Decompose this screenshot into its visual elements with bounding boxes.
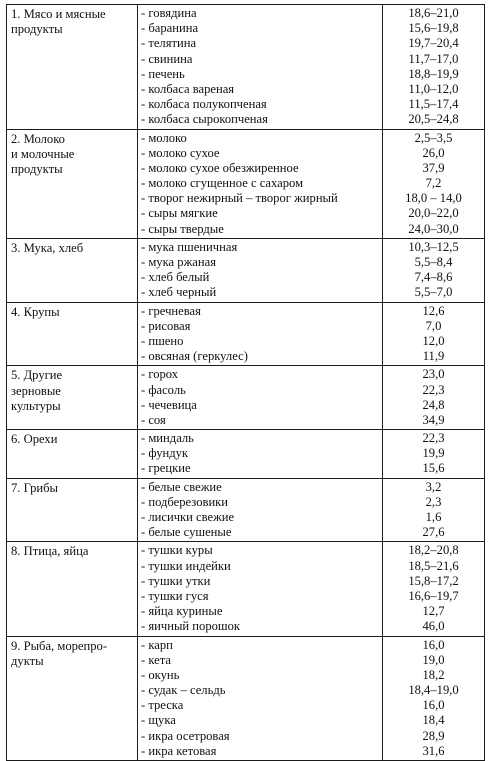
protein-value: 22,3 [422, 431, 445, 446]
product-name: - яйца куриные [141, 604, 223, 619]
product-name: - хлеб белый [141, 270, 210, 285]
product-names-cell [138, 129, 383, 238]
product-name: - свинина [141, 51, 193, 66]
protein-value: 15,6 [422, 461, 445, 476]
product-name: - судак – сельдь [141, 683, 226, 698]
product-name: - овсяная (геркулес) [141, 349, 248, 364]
protein-values-cell [383, 478, 485, 542]
table-row [7, 478, 485, 542]
category-cell: 7. Грибы [7, 478, 138, 542]
table-row [7, 238, 485, 302]
product-name: - икра кетовая [141, 743, 217, 758]
protein-value: 19,7–20,4 [408, 36, 459, 51]
table-row [7, 430, 485, 479]
table-row [7, 636, 485, 761]
protein-value: 20,5–24,8 [408, 112, 459, 127]
protein-values-cell [383, 302, 485, 366]
protein-value: 11,0–12,0 [408, 81, 459, 96]
protein-value: 16,0 [422, 637, 445, 652]
category-cell: 9. Рыба, морепро- дукты [7, 636, 138, 761]
protein-value: 19,9 [422, 446, 445, 461]
product-name: - белые свежие [141, 479, 222, 494]
product-name: - молоко [141, 130, 187, 145]
product-name: - колбаса вареная [141, 81, 235, 96]
product-names-cell [138, 478, 383, 542]
category-cell: 5. Другие зерновые культуры [7, 366, 138, 430]
protein-value: 22,3 [422, 382, 445, 397]
product-name: - горох [141, 367, 179, 382]
protein-values-cell [383, 542, 485, 636]
protein-value: 2,3 [425, 494, 442, 509]
product-name: - тушки утки [141, 573, 211, 588]
protein-value: 7,4–8,6 [414, 270, 453, 285]
protein-value: 7,0 [425, 318, 442, 333]
product-name: - сыры твердые [141, 221, 224, 236]
product-name: - белые сушеные [141, 525, 232, 540]
protein-value: 18,6–21,0 [408, 6, 459, 20]
product-name: - фундук [141, 446, 189, 461]
category-cell: 8. Птица, яйца [7, 542, 138, 636]
product-name: - щука [141, 713, 176, 728]
protein-value: 15,6–19,8 [408, 21, 459, 36]
protein-value: 34,9 [422, 412, 445, 427]
protein-value: 10,3–12,5 [408, 239, 459, 254]
protein-value: 37,9 [422, 160, 445, 175]
product-name: - печень [141, 66, 185, 81]
category-cell: 2. Молоко и молочные продукты [7, 129, 138, 238]
product-name: - молоко сгущенное с сахаром [141, 176, 304, 191]
protein-value: 1,6 [425, 510, 442, 524]
protein-value: 3,2 [425, 479, 442, 494]
product-name: - яичный порошок [141, 619, 241, 634]
protein-value: 23,0 [422, 367, 445, 382]
product-name: - молоко сухое обезжиренное [141, 160, 299, 175]
product-names-cell [138, 542, 383, 636]
protein-value: 18,8–19,9 [408, 66, 459, 81]
product-name: - гречневая [141, 303, 201, 318]
product-name: - тушки индейки [141, 558, 231, 573]
product-name: - мука ржаная [141, 255, 216, 269]
protein-value: 11,5–17,4 [408, 97, 459, 112]
protein-value: 18,4–19,0 [408, 683, 459, 698]
category-cell: 3. Мука, хлеб [7, 238, 138, 302]
product-name: - окунь [141, 667, 180, 682]
product-name: - молоко сухое [141, 145, 220, 160]
category-cell: 1. Мясо и мясные продукты [7, 5, 138, 130]
protein-value: 18,2 [422, 667, 445, 682]
protein-value: 46,0 [422, 619, 445, 634]
product-name: - соя [141, 412, 166, 427]
protein-value: 5,5–8,4 [414, 255, 453, 269]
product-name: - карп [141, 637, 173, 652]
protein-value: 26,0 [422, 145, 445, 160]
product-names-cell [138, 430, 383, 479]
category-cell: 6. Орехи [7, 430, 138, 479]
table-row [7, 366, 485, 430]
product-name: - мука пшеничная [141, 239, 238, 254]
product-names-cell [138, 5, 383, 130]
product-name: - икра осетровая [141, 728, 230, 743]
product-name: - миндаль [141, 431, 194, 446]
table-row [7, 129, 485, 238]
product-names-cell [138, 302, 383, 366]
protein-value: 11,7–17,0 [408, 51, 459, 66]
product-name: - творог нежирный – творог жирный [141, 191, 338, 206]
protein-value: 24,0–30,0 [408, 221, 459, 236]
protein-values-cell [383, 430, 485, 479]
product-name: - лисички свежие [141, 510, 235, 524]
product-name: - говядина [141, 6, 197, 20]
product-name: - телятина [141, 36, 197, 51]
protein-value: 24,8 [422, 397, 445, 412]
product-name: - рисовая [141, 318, 191, 333]
protein-value: 15,8–17,2 [408, 573, 459, 588]
protein-value: 19,0 [422, 652, 445, 667]
protein-values-cell [383, 636, 485, 761]
table-row [7, 542, 485, 636]
product-name: - баранина [141, 21, 199, 36]
product-name: - фасоль [141, 382, 186, 397]
product-name: - колбаса полукопченая [141, 97, 267, 112]
protein-value: 2,5–3,5 [414, 130, 453, 145]
table-body [7, 5, 485, 761]
product-name: - пшено [141, 333, 184, 348]
product-names-cell [138, 238, 383, 302]
product-name: - чечевица [141, 397, 197, 412]
product-name: - тушки гуся [141, 588, 209, 603]
protein-value: 12,0 [422, 333, 445, 348]
product-name: - сыры мягкие [141, 206, 218, 221]
product-name: - тушки куры [141, 543, 213, 558]
product-names-cell [138, 636, 383, 761]
protein-value: 18,5–21,6 [408, 558, 459, 573]
protein-value: 12,7 [422, 604, 445, 619]
product-name: - подберезовики [141, 494, 229, 509]
protein-value: 31,6 [422, 743, 445, 758]
product-name: - хлеб черный [141, 285, 217, 300]
product-name: - колбаса сырокопченая [141, 112, 268, 127]
table-row [7, 5, 485, 130]
product-name: - грецкие [141, 461, 191, 476]
protein-value: 11,9 [422, 349, 445, 364]
protein-values-cell [383, 129, 485, 238]
protein-value: 12,6 [422, 303, 445, 318]
table-row [7, 302, 485, 366]
protein-content-table [6, 4, 485, 761]
product-name: - треска [141, 698, 184, 713]
protein-values-cell [383, 5, 485, 130]
protein-value: 18,2–20,8 [408, 543, 459, 558]
protein-value: 20,0–22,0 [408, 206, 459, 221]
product-name: - кета [141, 652, 171, 667]
protein-value: 28,9 [422, 728, 445, 743]
protein-value: 16,6–19,7 [408, 588, 459, 603]
protein-values-cell [383, 238, 485, 302]
category-cell: 4. Крупы [7, 302, 138, 366]
protein-value: 18,4 [422, 713, 445, 728]
protein-value: 16,0 [422, 698, 445, 713]
protein-values-cell [383, 366, 485, 430]
protein-value: 5,5–7,0 [414, 285, 453, 300]
protein-value: 7,2 [425, 176, 442, 191]
product-names-cell [138, 366, 383, 430]
protein-value: 27,6 [422, 525, 445, 540]
protein-value: 18,0 – 14,0 [405, 191, 462, 206]
